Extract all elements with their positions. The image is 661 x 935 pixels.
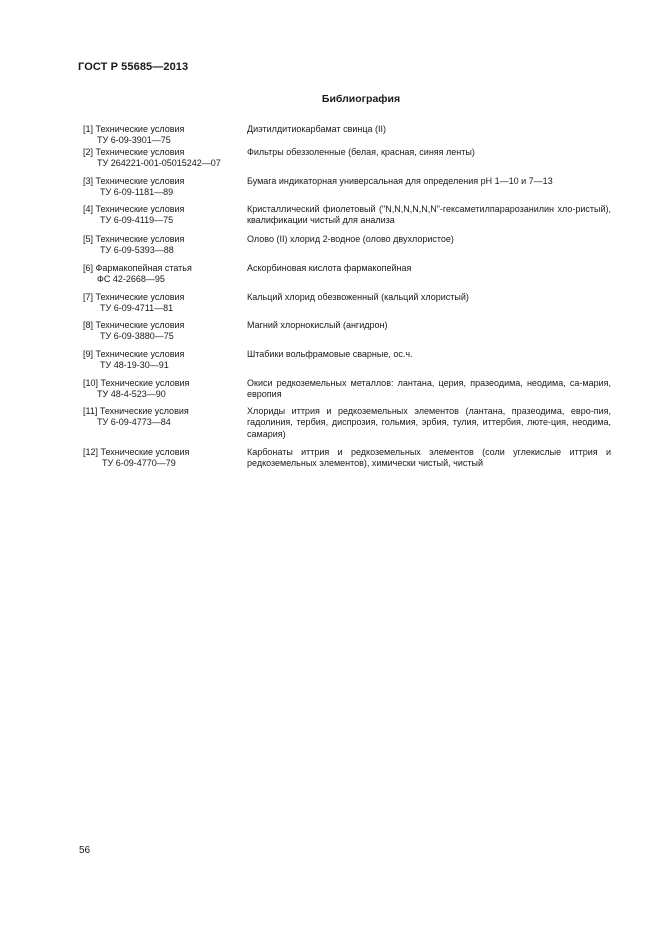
page-number: 56 xyxy=(79,845,91,856)
entry-source xyxy=(83,124,243,147)
entry-doc-type: [11] Технические условия xyxy=(83,406,189,416)
entry-source xyxy=(83,406,243,429)
entry-doc-type: [7] Технические условия xyxy=(83,292,185,302)
entry-title: Магний хлорнокислый (ангидрон) xyxy=(247,320,388,330)
entry-title: Кристаллический фиолетовый ("N,N,N,N,N,N"-гексаметилпарарозанилин хло-ристый), квалификации чистый для анализа xyxy=(247,204,611,226)
entry-doc-number: ТУ 6-09-4773—84 xyxy=(97,417,171,428)
entry-doc-number: ТУ 48-19-30—91 xyxy=(100,360,169,371)
entry-source xyxy=(83,320,243,343)
entry-source xyxy=(83,204,243,227)
entry-source xyxy=(83,147,243,170)
entry-title: Аскорбиновая кислота фармакопейная xyxy=(247,263,412,273)
entry-title: Хлориды иттрия и редкоземельных элементов (лантана, празеодима, евро-пия, гадолиния, тербия, диспрозия, гольмия, эрбия, тулия, иттербия, люте-ция, неодима, самария) xyxy=(247,406,611,439)
entry-title: Фильтры обеззоленные (белая, красная, синяя ленты) xyxy=(247,147,475,157)
entry-doc-number: ТУ 6-09-3901—75 xyxy=(97,135,171,146)
entry-doc-type: [6] Фармакопейная статья xyxy=(83,263,192,273)
entry-doc-type: [9] Технические условия xyxy=(83,349,185,359)
entry-doc-type: [12] Технические условия xyxy=(83,447,190,457)
entry-doc-number: ТУ 6-09-1181—89 xyxy=(100,187,174,198)
entry-doc-type: [1] Технические условия xyxy=(83,124,185,134)
entry-source xyxy=(83,234,243,257)
entry-doc-number: ТУ 6-09-4711—81 xyxy=(100,303,174,314)
document-header: ГОСТ Р 55685—2013 xyxy=(78,61,189,73)
entry-title: Окиси редкоземельных металлов: лантана, церия, празеодима, неодима, са-мария, европия xyxy=(247,378,611,400)
entry-doc-type: [5] Технические условия xyxy=(83,234,185,244)
entry-doc-number: ТУ 6-09-3880—75 xyxy=(100,331,174,342)
entry-title: Бумага индикаторная универсальная для определения pH 1—10 и 7—13 xyxy=(247,176,553,186)
entry-doc-number: ТУ 264221-001-05015242—07 xyxy=(97,158,221,169)
entry-title: Кальций хлорид обезвоженный (кальций хлористый) xyxy=(247,292,469,302)
entry-source xyxy=(83,349,243,372)
entry-title: Штабики вольфрамовые сварные, ос.ч. xyxy=(247,349,413,359)
entry-title: Олово (II) хлорид 2-водное (олово двухлористое) xyxy=(247,234,454,244)
entry-doc-number: ТУ 6-09-4119—75 xyxy=(100,215,174,226)
entry-doc-type: [2] Технические условия xyxy=(83,147,185,157)
entry-title: Карбонаты иттрия и редкоземельных элементов (соли углекислые иттрия и редкоземельных элементов), химически чистый, чистый xyxy=(247,447,611,469)
entry-doc-type: [8] Технические условия xyxy=(83,320,185,330)
entry-doc-number: ТУ 6-09-5393—88 xyxy=(100,245,174,256)
entry-doc-type: [3] Технические условия xyxy=(83,176,185,186)
entry-source xyxy=(83,447,243,470)
entry-doc-number: ФС 42-2668—95 xyxy=(97,274,165,285)
entry-source xyxy=(83,263,243,286)
entry-doc-number: ТУ 6-09-4770—79 xyxy=(102,458,176,469)
entry-doc-type: [4] Технические условия xyxy=(83,204,185,214)
entry-source xyxy=(83,378,243,401)
section-title-bibliography: Библиография xyxy=(321,93,401,105)
entry-doc-number: ТУ 48-4-523—90 xyxy=(97,389,166,400)
entry-title: Диэтилдитиокарбамат свинца (II) xyxy=(247,124,387,134)
entry-source xyxy=(83,176,243,199)
entry-doc-type: [10] Технические условия xyxy=(83,378,190,388)
entry-source xyxy=(83,292,243,315)
